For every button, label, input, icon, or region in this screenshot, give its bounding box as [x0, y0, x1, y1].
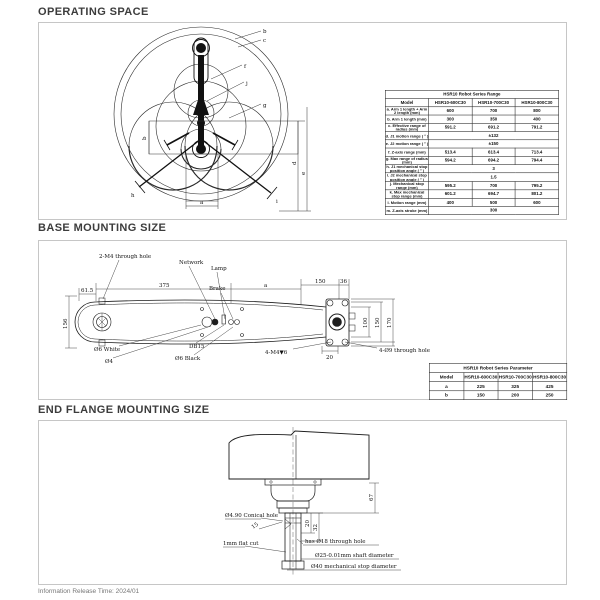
table-row [385, 115, 558, 123]
flat-cut-label: 1mm flat cut [223, 541, 259, 547]
dim-156: 156 [63, 318, 69, 329]
table-row [385, 140, 558, 148]
dim-d-label: d [292, 161, 298, 165]
tapped-holes-label: 4-M4▼6 [265, 350, 288, 356]
dim-32: 32 [313, 524, 319, 531]
table-row [429, 381, 567, 390]
table-row [385, 156, 558, 164]
d6-black-label: Ø6 Black [175, 356, 201, 362]
row-label: j. Mechanical stop range (mm) [385, 181, 428, 189]
value-cell: 500 [472, 198, 515, 206]
table-row [385, 198, 558, 206]
stop-diameter-label: Ø40 mechanical stop diameter [311, 564, 397, 570]
dim-150: 150 [315, 279, 326, 285]
value-cell: 601.2 [429, 190, 472, 198]
conical-hole-label: Ø4.90 Conical hole [225, 513, 279, 519]
callout-h: h [131, 193, 135, 199]
row-label: i. J2 mechanical stop position angle ( ° ) [387, 172, 427, 182]
table-title: HSR10 Robot Series Parameter [429, 363, 567, 372]
dim-v170: 170 [387, 317, 393, 328]
dim-375: 375 [159, 283, 170, 289]
value-cell: 713.4 [515, 148, 558, 156]
column-header: HSR10-700C30 [498, 374, 532, 380]
value-cell: 600 [515, 198, 558, 206]
value-cell: 594.2 [429, 156, 472, 164]
value-cell: 694.2 [472, 156, 515, 164]
row-label: b [429, 391, 463, 400]
dim-a: a [264, 283, 268, 289]
table-row [385, 207, 558, 215]
value-cell: 700 [472, 181, 515, 189]
callout-g: g [263, 103, 267, 109]
value-cell: 200 [498, 391, 532, 400]
row-label: g. Max range of radius (mm) [385, 156, 428, 165]
row-label: e. J2 motion range ( ° ) [385, 141, 429, 147]
d4-label: Ø4 [105, 359, 114, 365]
table-row [429, 391, 567, 400]
flange-labels [223, 494, 397, 570]
value-cell: 691.2 [472, 123, 515, 131]
row-label: l. Motion range (mm) [385, 198, 428, 206]
robot-series-range-table [385, 90, 559, 215]
value-cell: 800 [515, 107, 558, 115]
value-cell: 400 [515, 115, 558, 123]
row-label: b. Arm 1 length (mm) [387, 116, 427, 122]
value-cell: 225 [464, 381, 498, 390]
value-cell: 513.4 [429, 148, 472, 156]
robot-series-parameter-table [429, 363, 567, 400]
merged-value: ±150 [429, 140, 559, 148]
value-cell: 795.2 [515, 181, 558, 189]
merged-value: 3 [429, 165, 559, 173]
dimension-lines [149, 31, 311, 211]
shaft-diameter-label: Ø25-0.01mm shaft diameter [315, 553, 394, 559]
column-header: HSR10-600C30 [464, 374, 498, 380]
merged-value: 1.5 [429, 173, 559, 181]
callout-b: b [263, 29, 267, 35]
dim-67: 67 [369, 494, 375, 501]
value-cell: 694.7 [472, 190, 515, 198]
merged-value: ±132 [429, 132, 559, 140]
network-label: Network [179, 260, 204, 266]
merged-value: 300 [429, 207, 559, 215]
dim-61-5: 61.5 [81, 288, 94, 294]
db15-label: DB15 [189, 344, 205, 350]
value-cell: 400 [429, 198, 472, 206]
table-header-row [385, 98, 558, 106]
diagram-letters [131, 29, 307, 206]
table-row [385, 181, 558, 189]
dim-left-label: b [142, 136, 148, 140]
value-cell: 801.2 [515, 190, 558, 198]
column-header: Model [429, 372, 463, 381]
dim-v150: 150 [375, 317, 381, 328]
value-cell: 325 [498, 381, 532, 390]
dim-e-label: e [301, 171, 307, 175]
value-cell: 600 [429, 107, 472, 115]
table-row [385, 165, 558, 173]
table-row [385, 123, 558, 131]
value-cell: 613.4 [472, 148, 515, 156]
value-cell: 150 [464, 391, 498, 400]
table-row [385, 190, 558, 198]
table-row [385, 132, 558, 140]
operating-space-diagram [39, 23, 379, 219]
value-cell: 791.2 [515, 123, 558, 131]
table-title-row [429, 363, 567, 372]
value-cell: 300 [429, 115, 472, 123]
dim-20: 20 [326, 355, 333, 361]
column-header: HSR10-800C30 [515, 98, 558, 106]
table-row [385, 173, 558, 181]
callout-f: f [244, 64, 247, 70]
base-mounting-panel [38, 240, 567, 400]
dim-a-label: a [200, 200, 204, 206]
base-labels [63, 254, 430, 365]
callout-i: i [276, 199, 278, 205]
value-cell: 794.4 [515, 156, 558, 164]
value-cell: 350 [472, 115, 515, 123]
end-flange-drawing [39, 421, 566, 584]
param-table-container [429, 363, 567, 400]
row-label: d. J1 motion range ( ° ) [385, 133, 429, 139]
table-header-row [429, 372, 567, 381]
m4-through-hole-label: 2-M4 through hole [99, 254, 152, 260]
row-label: a [429, 381, 463, 390]
range-table-container [385, 90, 559, 215]
dim-36: 36 [340, 279, 347, 285]
column-header: HSR10-600C30 [429, 98, 472, 106]
d6-white-label: Ø6 White [94, 347, 121, 353]
end-flange-title: END FLANGE MOUNTING SIZE [38, 404, 210, 416]
brake-label: Brake [209, 286, 226, 292]
end-flange-panel [38, 420, 567, 585]
row-label: m. Z-axis stroke (mm) [386, 208, 428, 214]
value-cell: 250 [532, 391, 566, 400]
column-header: HSR10-700C30 [472, 98, 515, 106]
release-time-footer: Information Release Time: 2024/01 [38, 588, 140, 595]
dim-20: 20 [305, 520, 311, 527]
column-header: HSR10-800C30 [533, 374, 567, 380]
through9-label: 4-Ø9 through hole [379, 348, 431, 354]
row-label: h. J1 mechanical stop position angle ( ° ) [386, 164, 428, 173]
row-label: a. Arm 1 length + Arm 2 length (mm) [386, 106, 428, 116]
table-row [385, 107, 558, 115]
value-cell: 425 [532, 381, 566, 390]
operating-space-panel [38, 22, 567, 220]
callout-c: c [263, 38, 267, 44]
table-title-row [385, 90, 558, 98]
base-mounting-title: BASE MOUNTING SIZE [38, 222, 167, 234]
dim-v100: 100 [363, 317, 369, 328]
row-label: f. Z-axis range (mm) [385, 148, 428, 156]
through-hole-label: has Ø18 through hole [305, 539, 366, 545]
value-cell: 595.2 [429, 181, 472, 189]
value-cell: 700 [472, 107, 515, 115]
callout-j: j [246, 81, 248, 87]
value-cell: 591.2 [429, 123, 472, 131]
column-header: Model [385, 98, 428, 106]
operating-space-title: OPERATING SPACE [38, 6, 149, 18]
dim-15: 15 [250, 521, 260, 531]
lamp-label: Lamp [211, 266, 227, 272]
row-label: k. Max mechanical stop range (mm) [385, 190, 428, 198]
row-label: c. Effective range of radius (mm) [385, 123, 428, 131]
table-row [385, 148, 558, 156]
table-title: HSR10 Robot Series Range [385, 90, 558, 98]
